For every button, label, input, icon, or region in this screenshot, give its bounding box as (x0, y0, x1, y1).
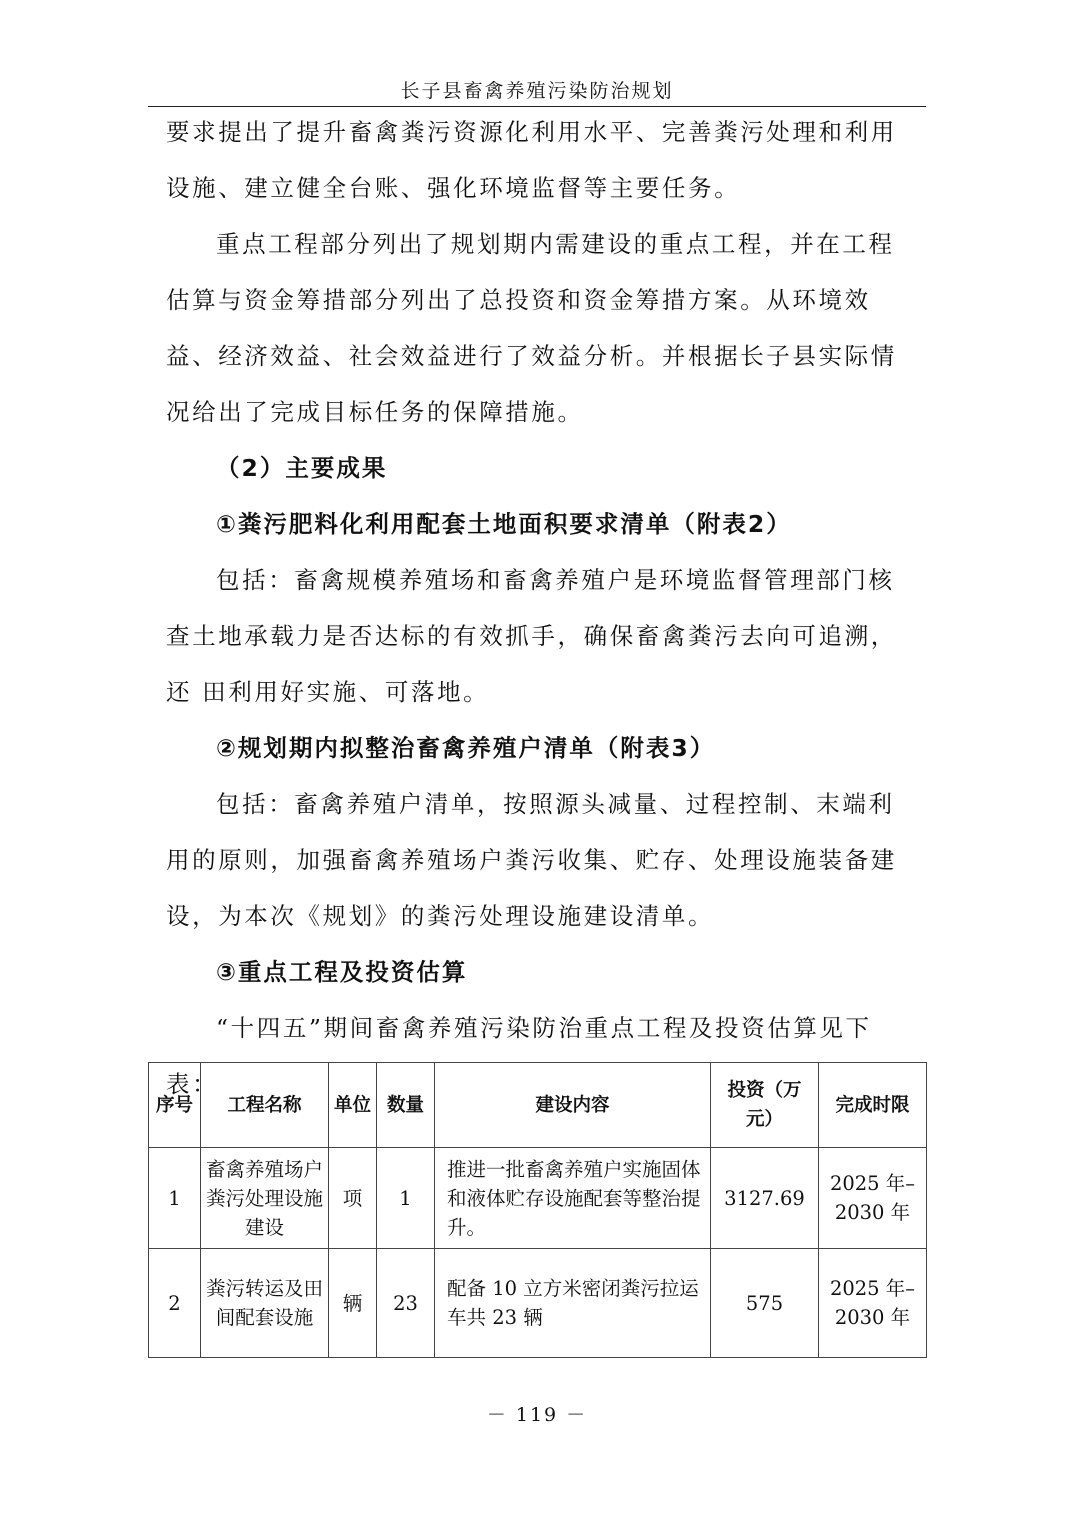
cell-content: 推进一批畜禽养殖户实施固体和液体贮存设施配套等整治提升。 (435, 1148, 711, 1249)
cell-seq: 2 (149, 1249, 201, 1358)
heading-rectification-list: ②规划期内拟整治畜禽养殖户清单（附表3） (216, 734, 716, 762)
cell-content: 配备 10 立方米密闭粪污拉运车共 23 辆 (435, 1249, 711, 1358)
paragraph-land-area-desc: 包括：畜禽规模养殖场和畜禽养殖户是环境监督管理部门核查土地承载力是否达标的有效抓手，确保畜禽粪污去向可追溯，还 田利用好实施、可落地。 (166, 566, 897, 706)
header-unit: 单位 (329, 1063, 377, 1148)
paragraph-tasks: 要求提出了提升畜禽粪污资源化利用水平、完善粪污处理和利用设施、建立健全台账、强化环境监督等主要任务。 (166, 118, 897, 202)
paragraph-rectification-desc: 包括：畜禽养殖户清单，按照源头减量、过程控制、末端利用的原则，加强畜禽养殖场户粪污收集、贮存、处理设施装备建设，为本次《规划》的粪污处理设施建设清单。 (166, 790, 897, 930)
cell-period: 2025 年–2030 年 (819, 1148, 927, 1249)
table-row (149, 1148, 927, 1249)
cell-project-name: 畜禽养殖场户粪污处理设施建设 (201, 1148, 329, 1249)
cell-quantity: 1 (377, 1148, 435, 1249)
paragraph-table-intro: “十四五”期间畜禽养殖污染防治重点工程及投资估算见下表： (166, 1014, 872, 1098)
heading-investment-estimate: ③重点工程及投资估算 (216, 958, 468, 986)
key-projects-table (148, 1062, 927, 1358)
cell-investment: 3127.69 (711, 1148, 819, 1249)
cell-unit: 项 (329, 1148, 377, 1249)
page-header-title: 长子县畜禽养殖污染防治规划 (400, 80, 674, 102)
paragraph-key-projects: 重点工程部分列出了规划期内需建设的重点工程，并在工程估算与资金筹措部分列出了总投资和资金筹措方案。从环境效益、经济效益、社会效益进行了效益分析。并根据长子县实际情况给出了完成目标任务的保障措施。 (166, 230, 897, 426)
header-investment: 投资（万元） (711, 1063, 819, 1148)
cell-quantity: 23 (377, 1249, 435, 1358)
header-quantity: 数量 (377, 1063, 435, 1148)
header-content: 建设内容 (435, 1063, 711, 1148)
heading-main-results: （2）主要成果 (216, 454, 388, 482)
cell-unit: 辆 (329, 1249, 377, 1358)
header-period: 完成时限 (819, 1063, 927, 1148)
cell-period: 2025 年–2030 年 (819, 1249, 927, 1358)
table-header-row (149, 1063, 927, 1148)
header-project-name: 工程名称 (201, 1063, 329, 1148)
cell-seq: 1 (149, 1148, 201, 1249)
table-row (149, 1249, 927, 1358)
heading-land-area-list: ①粪污肥料化利用配套土地面积要求清单（附表2） (216, 510, 792, 538)
cell-investment: 575 (711, 1249, 819, 1358)
header-seq: 序号 (149, 1063, 201, 1148)
cell-project-name: 粪污转运及田间配套设施 (201, 1249, 329, 1358)
page-number: － 119 － (486, 1404, 588, 1426)
